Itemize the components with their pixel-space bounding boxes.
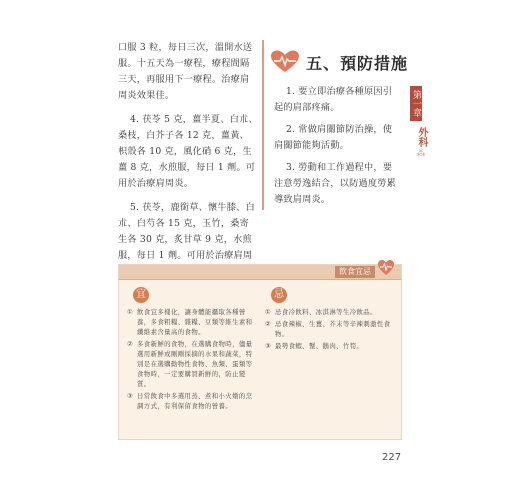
page-number: 227 <box>382 452 402 463</box>
chapter-label: 第一章 <box>410 86 422 121</box>
right-paragraph: 1. 要立即治療各種原因引起的肩部疼痛。 <box>274 86 393 113</box>
column-divider <box>262 40 264 210</box>
list-item: ① 忌食冷飲料、冰淇淋等生冷飲品。 <box>265 308 377 316</box>
list-item: ② 多食新鮮的食物，在選購食物時，儘量選用新鮮或剛剛採摘的水果和蔬菜，特別是在選購動物性食物、魚類、蛋類等食物時，一定要購買新鮮的，防止變質。 <box>127 340 253 388</box>
right-column <box>274 84 398 214</box>
diet-bad-column <box>265 287 395 353</box>
heart-pulse-icon <box>377 259 395 277</box>
diet-good-column <box>127 287 257 413</box>
left-paragraph: 口服 3 粒，每日三次，溫開水送服。十五天為一療程，療程間隔三天，再服用下一療程。治療肩周炎效果佳。 <box>118 42 253 101</box>
chapter-section-label: 外科 <box>416 127 427 147</box>
section-heading <box>270 50 408 74</box>
diet-box <box>118 264 402 440</box>
diet-header <box>119 265 401 280</box>
heart-icon <box>270 50 300 74</box>
left-paragraph: 5. 茯苓，鹿銜草、懷牛膝、白朮、白芍各 15 克，玉竹，桑寄生各 30 克，炙甘草 9 克，水煎服，每日 1 劑。可用於治療肩周 <box>118 202 255 261</box>
good-badge: 宜 <box>133 287 149 303</box>
bad-badge: 忌 <box>271 287 287 303</box>
diet-good-list <box>127 307 257 411</box>
section-title: 五、預防措施 <box>306 53 409 73</box>
diet-label: 飲食宜忌 <box>335 266 375 278</box>
list-item: ① 飲食宜多樣化，讓身體能攝取各種營養，多食粗糧、雜糧、豆類等維生素和纖維素含量高的食物。 <box>127 308 253 336</box>
chapter-tab <box>410 86 432 159</box>
left-column <box>118 40 258 288</box>
left-paragraph: 4. 茯苓 5 克，薑半夏、白朮、桑枝，白芥子各 12 克，薑黃、枳殼各 10 克，風化硝 6 克，生薑 8 克，水煎服，每日 1 劑。可用於治療肩周炎。 <box>118 114 258 189</box>
list-item: ③ 最勢食蝦、蟹、鵝肉、竹筍。 <box>265 342 364 350</box>
diet-bad-list <box>265 307 395 351</box>
right-paragraph: 3. 勞動和工作過程中，要注意勞逸結合，以防過度勞累導致肩周炎。 <box>274 162 397 205</box>
ornament-icon: ⁂ <box>416 149 426 159</box>
list-item: ③ 日常飲食中多選用蒸、煮和小火燉的烹調方式，有利保留食物的營養。 <box>127 392 253 410</box>
list-item: ② 忌食辣椒、生薑、芥末等辛辣刺激性食物。 <box>265 320 391 338</box>
right-paragraph: 2. 常做肩關節防治操，使肩關節能夠活動。 <box>274 124 393 151</box>
